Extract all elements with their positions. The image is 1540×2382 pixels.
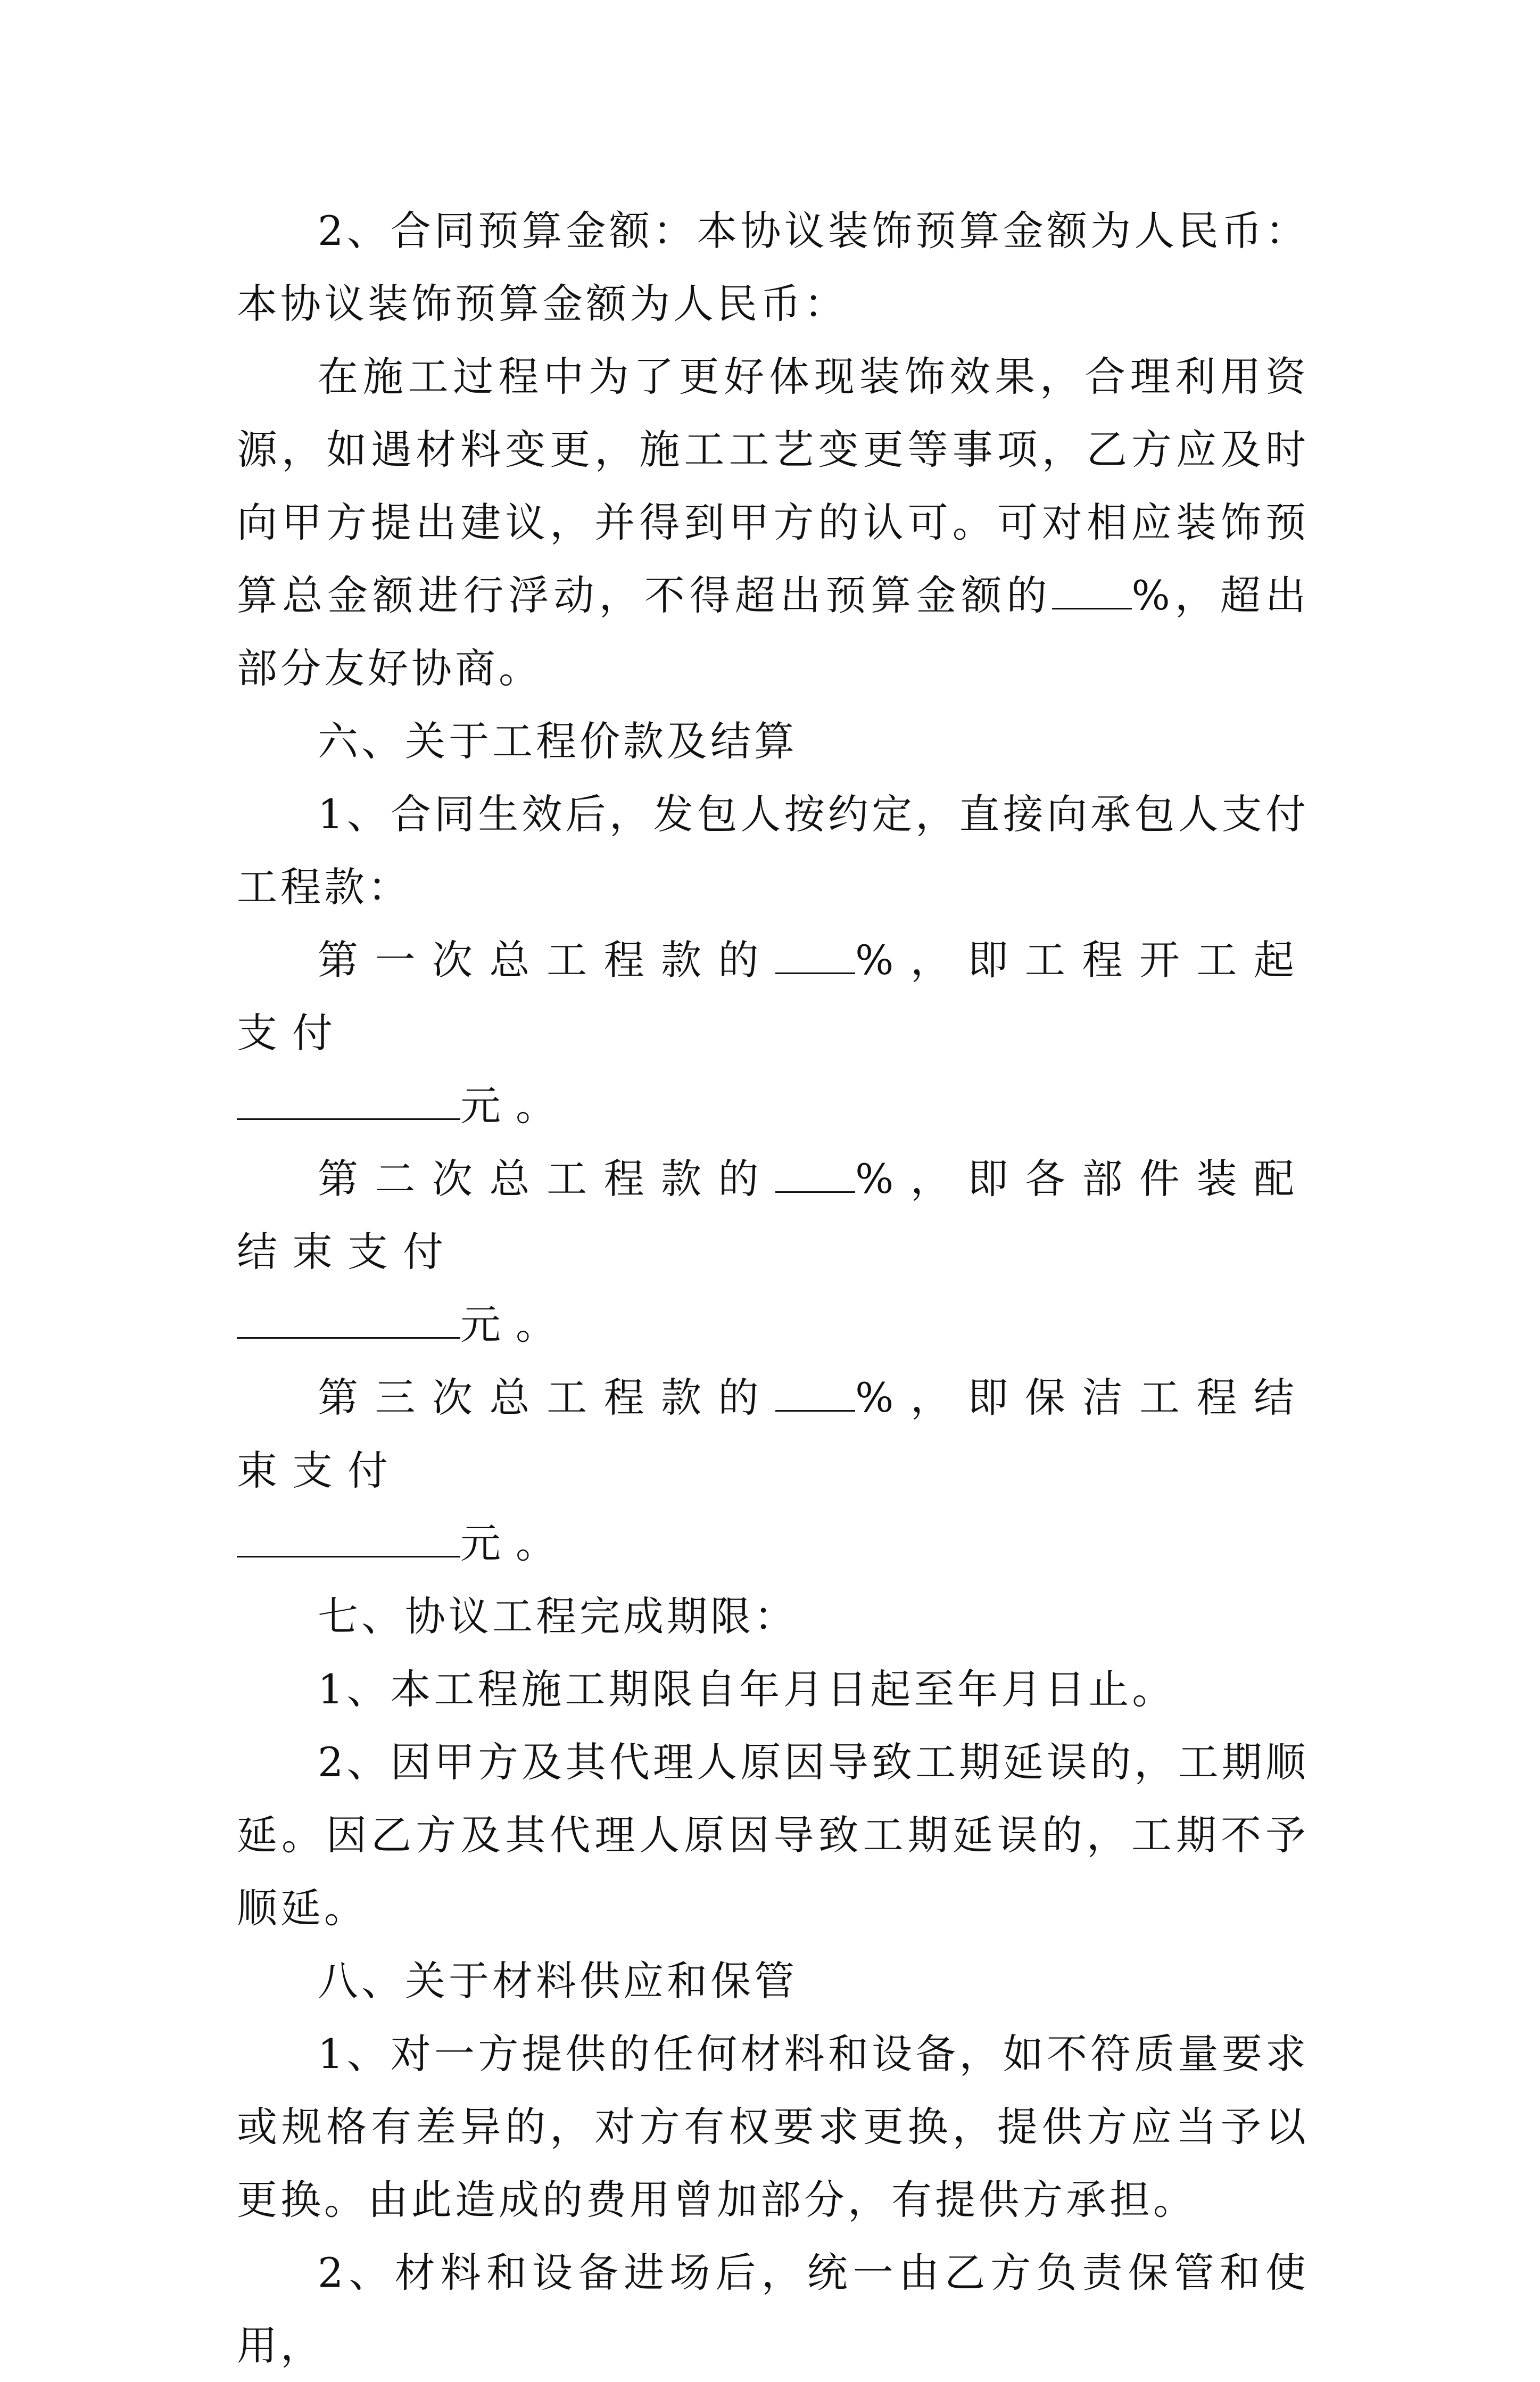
paragraph-delay-terms: 2、因甲方及其代理人原因导致工期延误的，工期顺延。因乙方及其代理人原因导致工期延误的，工期不予顺延。 [237,1738,1309,1932]
blank-amount-field [237,1305,460,1339]
blank-percent-field [775,1378,855,1412]
blank-percent-field [1052,576,1132,609]
paragraph-third-payment: 第三次总工程款的 %，即保洁工程结束支付 元。 [237,1374,1310,1567]
blank-amount-field [237,1086,460,1120]
paragraph-material-replacement: 1、对一方提供的任何材料和设备，如不符质量要求或规格有差异的，对方有权要求更换，提供方应当予以更换。由此造成的费用曾加部分，有提供方承担。 [237,2030,1309,2223]
paragraph-budget-variation: 在施工过程中为了更好体现装饰效果，合理利用资源，如遇材料变更，施工工艺变更等事项，乙方应及时向甲方提出建议，并得到甲方的认可。可对相应装饰预算总金额进行浮动，不得超出预算金额的 %，超出部分友好协商。 [237,353,1310,692]
heading-section-eight: 八、关于材料供应和保管 [318,1957,798,2005]
blank-amount-field [237,1524,460,1557]
contract-text [237,194,1309,2382]
paragraph-construction-period: 1、本工程施工期限自年月日起至年月日止。 [318,1666,1176,1713]
heading-section-seven: 七、协议工程完成期限： [318,1593,798,1640]
paragraph-payment-terms: 1、合同生效后，发包人按约定，直接向承包人支付工程款： [237,790,1309,911]
blank-percent-field [775,1159,855,1193]
paragraph-material-storage: 2、材料和设备进场后，统一由乙方负责保管和使用， [237,2249,1309,2369]
paragraph-first-payment: 第一次总工程款的 %，即工程开工起支付 元。 [237,936,1310,1130]
paragraph-second-payment: 第二次总工程款的 %，即各部件装配结束支付 元。 [237,1155,1310,1348]
heading-section-six: 六、关于工程价款及结算 [318,718,798,765]
paragraph-budget-amount: 2、合同预算金额：本协议装饰预算金额为人民币：本协议装饰预算金额为人民币： [237,207,1309,327]
blank-percent-field [775,941,855,974]
